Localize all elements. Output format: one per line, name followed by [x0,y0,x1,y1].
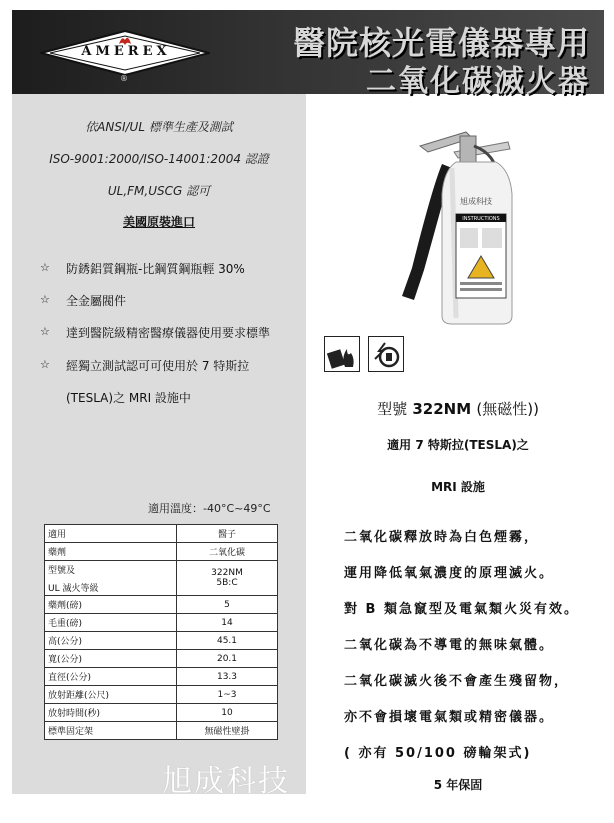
model-suffix: (無磁性)) [476,400,539,418]
table-row [45,561,278,596]
feature-2: 全金屬閥件 [66,294,127,308]
spec-value: 1~3 [177,686,278,704]
table-row [45,650,278,668]
class-c-electrical-icon [368,336,404,372]
spec-label: 適用 [45,525,177,543]
star-icon: ☆ [40,261,50,274]
spec-label: 直徑(公分) [45,668,177,686]
fire-extinguisher-image [398,118,538,334]
amerex-logo [28,24,228,82]
description-line-7: ( 亦有 50/100 磅輪架式) [344,746,532,761]
star-icon: ☆ [40,293,50,306]
spec-value: 醫子 [177,525,278,543]
spec-label: 放射距離(公尺) [45,686,177,704]
feature-4-cont: (TESLA)之 MRI 設施中 [66,391,191,405]
description-line-5: 二氧化碳滅火後不會產生殘留物， [344,674,570,689]
table-row [45,596,278,614]
page-title: 醫院核光電儀器專用 [292,24,590,62]
table-row [45,668,278,686]
feature-3: 達到醫院級精密醫療儀器使用要求標準 [66,326,271,340]
spec-label [45,561,177,596]
header-banner [12,10,604,99]
page-subtitle: 二氧化碳滅火器 [366,64,590,99]
standard-line-2: ISO-9001:2000/ISO-14001:2004 認證 [49,152,269,166]
registered-icon: ® [120,74,128,83]
model-line [318,398,598,419]
spec-label: 毛重(磅) [45,614,177,632]
spec-label: 標準固定架 [45,722,177,740]
table-row [45,722,278,740]
spec-value: 20.1 [177,650,278,668]
spec-value: 10 [177,704,278,722]
star-icon: ☆ [40,358,50,371]
product-label-text: INSTRUCTIONS [462,216,500,222]
table-row [45,686,278,704]
description-line-2: 運用降低氧氣濃度的原理滅火。 [344,566,555,581]
feature-1: 防銹鋁質鋼瓶-比鋼質鋼瓶輕 30% [66,262,245,276]
feature-4: 經獨立測試認可可使用於 7 特斯拉 [66,359,250,373]
spec-value [177,561,278,596]
star-icon: ☆ [40,325,50,338]
spec-label: 高(公分) [45,632,177,650]
spec-value-line1: 322NM [211,568,243,578]
made-in-usa: 美國原裝進口 [122,215,195,229]
spec-label-line2: UL 滅火等級 [48,583,99,594]
mri-line: MRI 設施 [431,480,485,494]
description-line-4: 二氧化碳為不導電的無味氣體。 [344,638,555,653]
spec-label: 寬(公分) [45,650,177,668]
standard-line-1: 依ANSI/UL 標準生產及測試 [85,120,233,134]
spec-value-line2: 5B:C [216,578,238,588]
standard-line-3: UL,FM,USCG 認可 [107,184,211,198]
spec-label-line1: 型號及 [48,565,76,576]
spec-value: 45.1 [177,632,278,650]
product-watermark: 旭成科技 [460,197,492,206]
spec-value: 14 [177,614,278,632]
brand-name: AMEREX [81,44,171,59]
description-line-6: 亦不會損壞電氣類或精密儀器。 [344,710,555,725]
model-prefix: 型號 [377,400,408,418]
spec-table [44,524,278,740]
table-row [45,614,278,632]
model-number: 322NM [412,400,472,418]
description-line-1: 二氧化碳釋放時為白色煙霧， [344,530,540,545]
table-row [45,525,278,543]
table-row [45,632,278,650]
description-line-3: 對 B 類急竄型及電氣類火災有效。 [344,602,579,617]
watermark: 旭成科技 [162,764,290,799]
spec-label: 藥劑(磅) [45,596,177,614]
spec-value: 5 [177,596,278,614]
warranty: 5 年保固 [433,778,483,792]
suitable-line: 適用 7 特斯拉(TESLA)之 [387,438,529,452]
spec-value: 13.3 [177,668,278,686]
spec-value: 二氧化碳 [177,543,278,561]
table-row [45,543,278,561]
temperature-range: 適用溫度：-40°C~49°C [148,502,271,515]
spec-label: 藥劑 [45,543,177,561]
spec-label: 放射時間(秒) [45,704,177,722]
table-row [45,704,278,722]
class-b-fire-icon [324,336,360,372]
spec-value: 無磁性壁掛 [177,722,278,740]
